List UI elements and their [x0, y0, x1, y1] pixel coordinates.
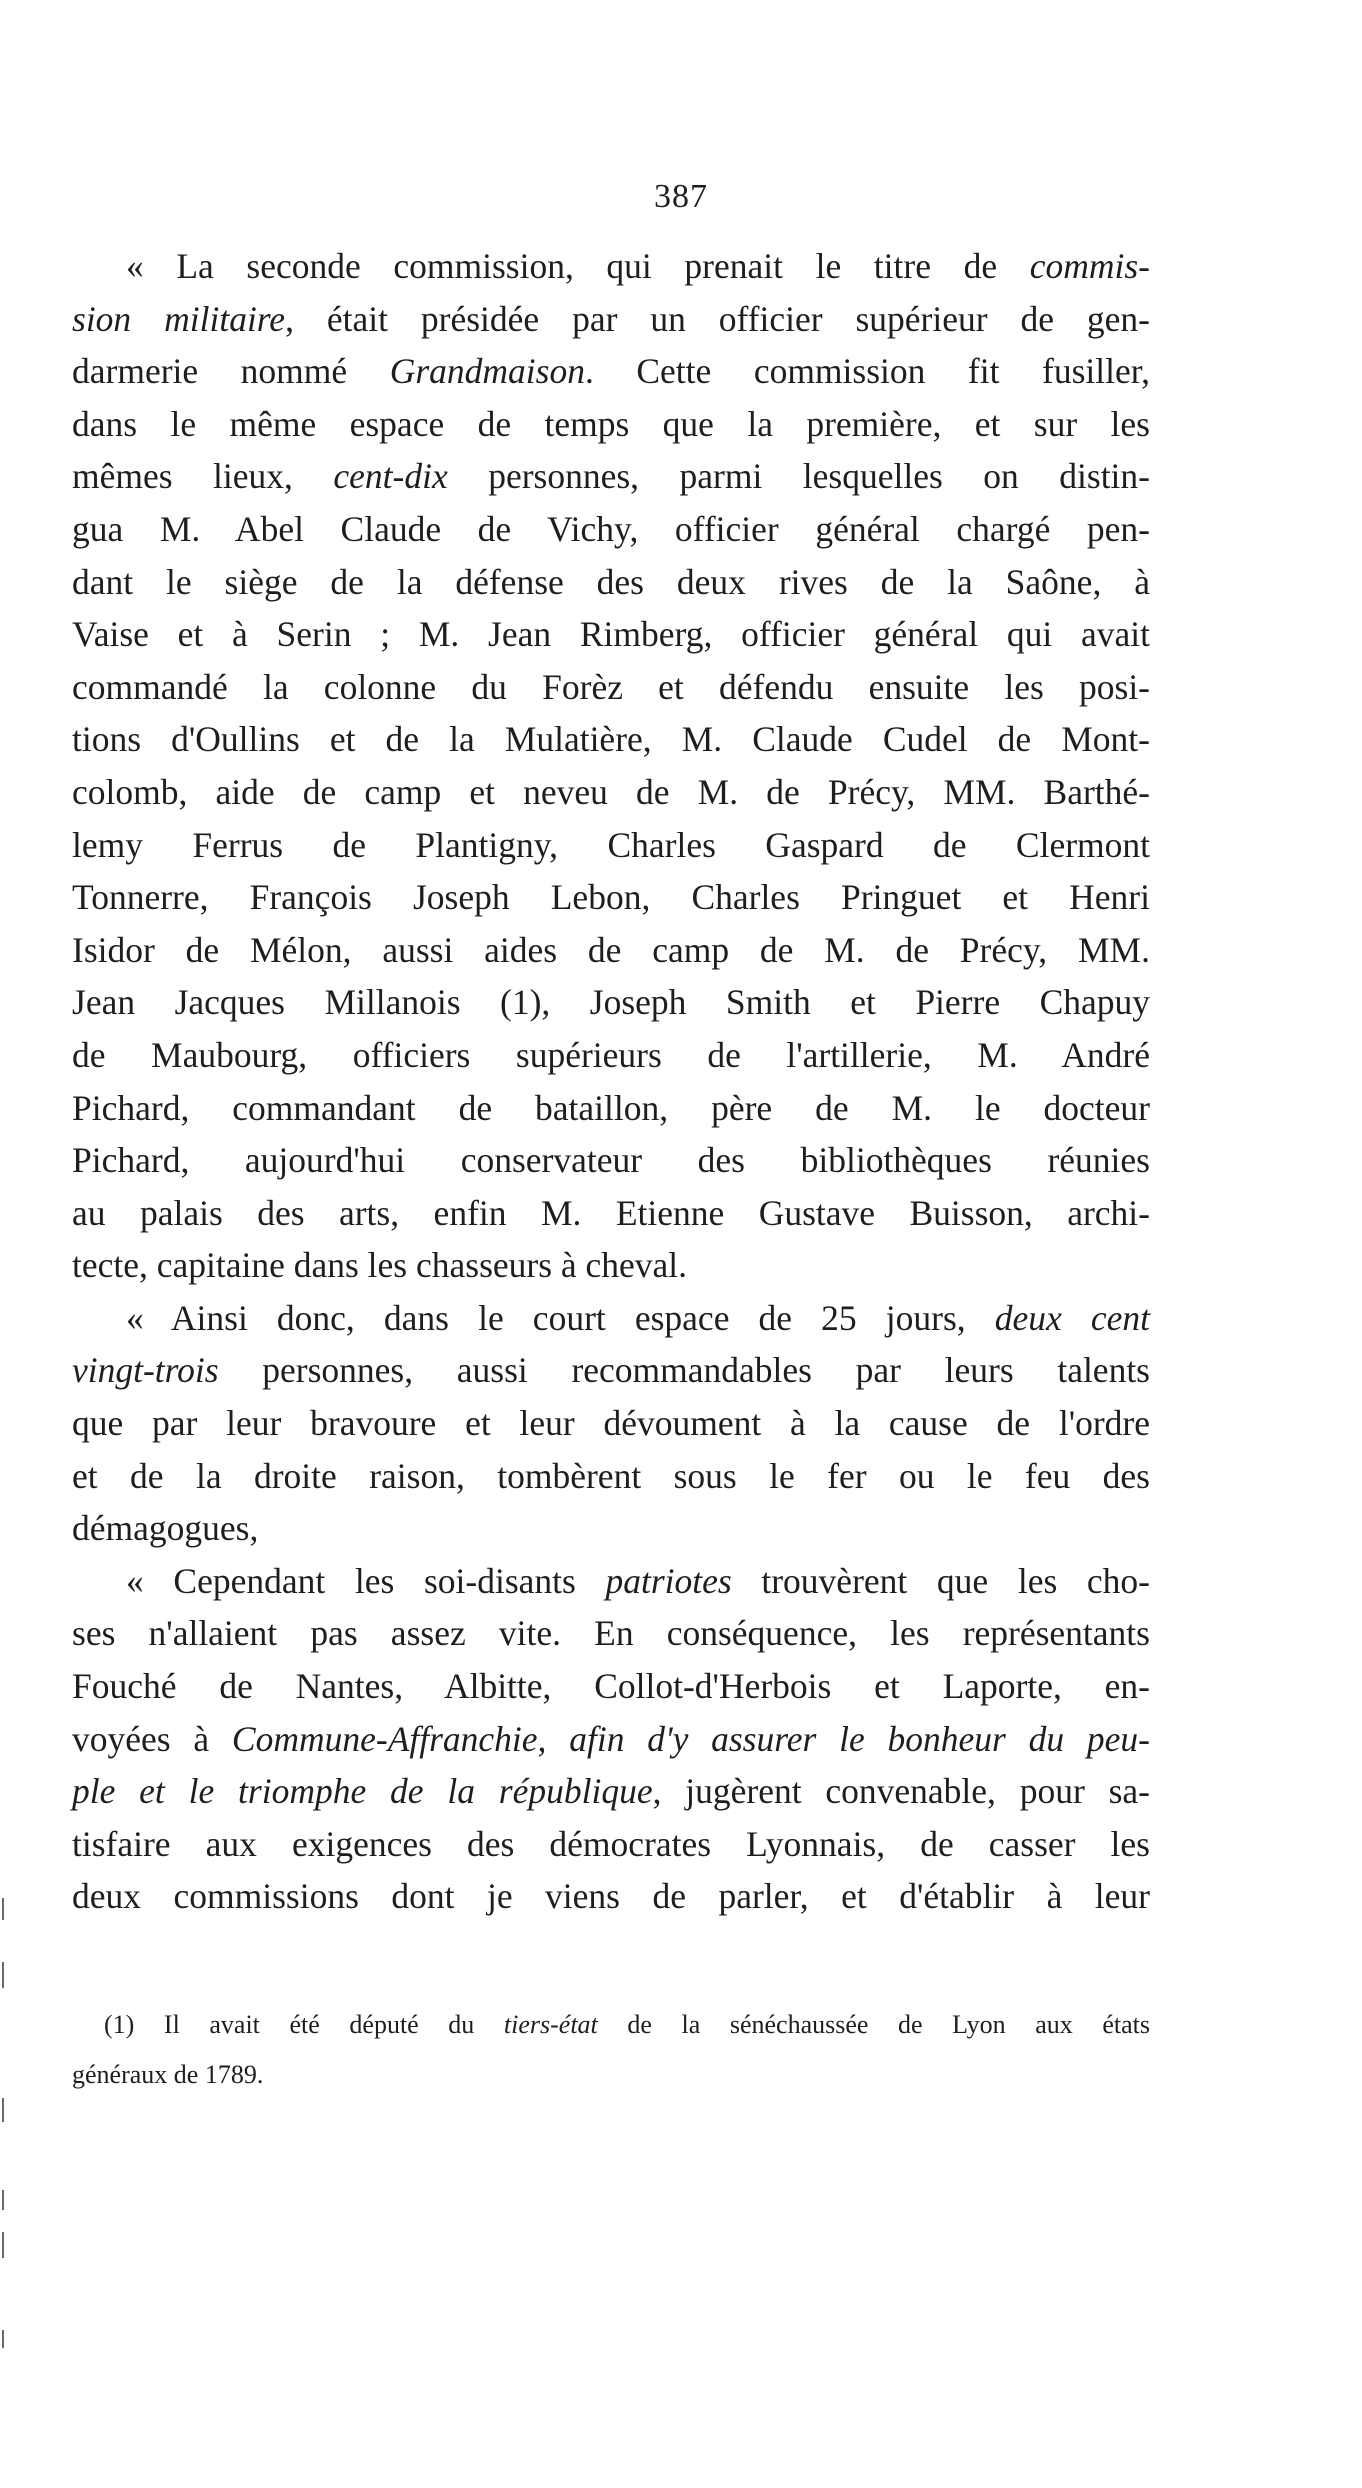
text-line [72, 398, 1150, 451]
line-text: que par leur bravoure et leur dévoument à la cause de l'ordre [72, 1403, 1150, 1444]
text-line [72, 713, 1150, 766]
italic-text: sion militaire [72, 298, 286, 339]
text-line [72, 1082, 1150, 1135]
text-line [72, 924, 1150, 977]
line-text: mêmes lieux, [72, 456, 334, 497]
text-line [72, 1607, 1150, 1660]
line-text: démagogues, [72, 1508, 259, 1549]
line-text: lemy Ferrus de Plantigny, Charles Gaspard de Clermont [72, 824, 1150, 865]
line-text: Isidor de Mélon, aussi aides de camp de M. de Précy, MM. [72, 929, 1150, 970]
line-text: darmerie nommé [72, 351, 390, 392]
scan-edge-mark [2, 2330, 4, 2348]
text-line [72, 556, 1150, 609]
italic-text: vingt-trois [72, 1350, 219, 1391]
line-text: généraux de 1789. [72, 2060, 264, 2089]
line-text: « Cependant les soi-disants [126, 1560, 606, 1601]
italic-text: deux cent [994, 1297, 1150, 1338]
line-text: , était présidée par un officier supérieur de gen- [285, 298, 1150, 339]
text-line [72, 240, 1150, 293]
scan-edge-mark [2, 1898, 4, 1920]
text-line [72, 1502, 1150, 1555]
line-text: « La seconde commission, qui prenait le titre de [126, 246, 1030, 286]
line-text: Vaise et à Serin ; M. Jean Rimberg, officier général qui avait [72, 614, 1150, 655]
italic-text: ple et le triomphe de la république [72, 1771, 653, 1812]
text-line [72, 1555, 1150, 1608]
scan-edge-mark [2, 2190, 4, 2210]
footnote-line [72, 2050, 1150, 2100]
line-text: deux commissions dont je viens de parler, et d'établir à leur [72, 1876, 1150, 1917]
scan-edge-mark [2, 1962, 4, 1988]
text-line [72, 1713, 1150, 1766]
italic-text: Commune-Affranchie, afin d'y assurer le bonheur du peu- [231, 1718, 1150, 1759]
line-text: . Cette commission fit fusiller, [584, 351, 1151, 392]
italic-text: tiers-état [503, 2010, 598, 2039]
text-line [72, 766, 1150, 819]
line-text: voyées à [72, 1718, 232, 1759]
footnotes [72, 2000, 1150, 2100]
line-text: de la sénéchaussée de Lyon aux états [597, 2010, 1150, 2039]
line-text: personnes, parmi lesquelles on distin- [447, 456, 1150, 497]
text-line [72, 1187, 1150, 1240]
text-line [72, 608, 1150, 661]
line-text: Tonnerre, François Joseph Lebon, Charles Pringuet et Henri [72, 877, 1150, 918]
scan-edge-mark [2, 2232, 4, 2258]
text-line [72, 345, 1150, 398]
text-line [72, 1134, 1150, 1187]
italic-text: commis- [1029, 246, 1150, 286]
italic-text: patriotes [605, 1560, 732, 1601]
text-line [72, 1660, 1150, 1713]
line-text: Pichard, commandant de bataillon, père de M. le docteur [72, 1087, 1150, 1128]
text-line [72, 1397, 1150, 1450]
line-text: tisfaire aux exigences des démocrates Lyonnais, de casser les [72, 1823, 1150, 1864]
text-line [72, 1818, 1150, 1871]
line-text: colomb, aide de camp et neveu de M. de Précy, MM. Barthé- [72, 771, 1150, 812]
text-line [72, 503, 1150, 556]
text-line [72, 871, 1150, 924]
line-text: personnes, aussi recommandables par leurs talents [218, 1350, 1150, 1391]
text-line [72, 976, 1150, 1029]
text-line [72, 1029, 1150, 1082]
text-line [72, 1765, 1150, 1818]
text-line [72, 1344, 1150, 1397]
text-line [72, 1292, 1150, 1345]
line-text: Fouché de Nantes, Albitte, Collot-d'Herbois et Laporte, en- [72, 1666, 1150, 1707]
text-line [72, 1239, 1150, 1292]
line-text: au palais des arts, enfin M. Etienne Gustave Buisson, archi- [72, 1192, 1150, 1233]
line-text: « Ainsi donc, dans le court espace de 25 jours, [126, 1297, 995, 1338]
line-text: trouvèrent que les cho- [731, 1560, 1150, 1601]
line-text: Pichard, aujourd'hui conservateur des bibliothèques réunies [72, 1140, 1150, 1181]
line-text: tecte, capitaine dans les chasseurs à cheval. [72, 1245, 688, 1286]
body-text [72, 240, 1150, 1923]
text-line [72, 450, 1150, 503]
page-number: 387 [654, 178, 708, 215]
line-text: tions d'Oullins et de la Mulatière, M. Claude Cudel de Mont- [72, 719, 1150, 760]
line-text: de Maubourg, officiers supérieurs de l'artillerie, M. André [72, 1034, 1150, 1075]
line-text: , jugèrent convenable, pour sa- [652, 1771, 1151, 1812]
line-text: commandé la colonne du Forèz et défendu ensuite les posi- [72, 666, 1150, 707]
line-text: gua M. Abel Claude de Vichy, officier général chargé pen- [72, 508, 1150, 549]
text-line [72, 819, 1150, 872]
scan-edge-mark [2, 2098, 4, 2122]
italic-text: Grandmaison [389, 351, 585, 392]
line-text: dans le même espace de temps que la première, et sur les [72, 403, 1150, 444]
line-text: (1) Il avait été député du [104, 2010, 504, 2039]
text-line [72, 293, 1150, 346]
line-text: dant le siège de la défense des deux rives de la Saône, à [72, 561, 1150, 602]
line-text: Jean Jacques Millanois (1), Joseph Smith et Pierre Chapuy [72, 982, 1150, 1023]
text-line [72, 1450, 1150, 1503]
text-line [72, 1870, 1150, 1923]
italic-text: cent-dix [333, 456, 448, 497]
line-text: et de la droite raison, tombèrent sous le fer ou le feu des [72, 1455, 1150, 1496]
footnote-line [72, 2000, 1150, 2050]
line-text: ses n'allaient pas assez vite. En conséquence, les représentants [72, 1613, 1150, 1654]
text-line [72, 661, 1150, 714]
